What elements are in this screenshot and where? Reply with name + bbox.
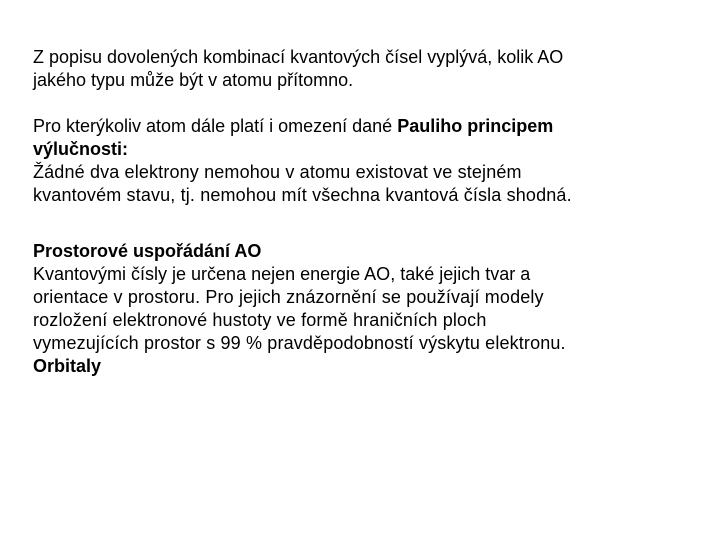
section-line-3: rozložení elektronové hustoty ve formě hraničních ploch — [33, 310, 487, 330]
orbitals-term: Orbitaly — [33, 356, 102, 376]
intro-line-1: Z popisu dovolených kombinací kvantových čísel vyplývá, kolik AO — [33, 47, 564, 67]
section-spacer — [33, 207, 693, 240]
pauli-term-part-2: výlučnosti: — [33, 139, 129, 159]
section-line-4: vymezujících prostor s 99 % pravděpodobností výskytu elektronu. — [33, 333, 566, 353]
section-heading: Prostorové uspořádání AO — [33, 241, 262, 261]
pauli-intro-line — [33, 115, 693, 138]
pauli-paragraph — [33, 115, 693, 207]
section-line-2: orientace v prostoru. Pro jejich znázornění se používají modely — [33, 287, 544, 307]
pauli-statement-line-1: Žádné dva elektrony nemohou v atomu existovat ve stejném — [33, 162, 522, 182]
intro-line-2: jakého typu může být v atomu přítomno. — [33, 70, 354, 90]
intro-paragraph — [33, 46, 693, 92]
orbitals-section — [33, 240, 693, 378]
pauli-term-part-1: Pauliho principem — [397, 116, 554, 136]
pauli-statement-line-2: kvantovém stavu, tj. nemohou mít všechna kvantová čísla shodná. — [33, 185, 572, 205]
slide-content — [33, 46, 693, 378]
section-line-1: Kvantovými čísly je určena nejen energie AO, také jejich tvar a — [33, 264, 531, 284]
paragraph-spacer — [33, 92, 693, 115]
pauli-intro-text: Pro kterýkoliv atom dále platí i omezení dané — [33, 116, 398, 136]
